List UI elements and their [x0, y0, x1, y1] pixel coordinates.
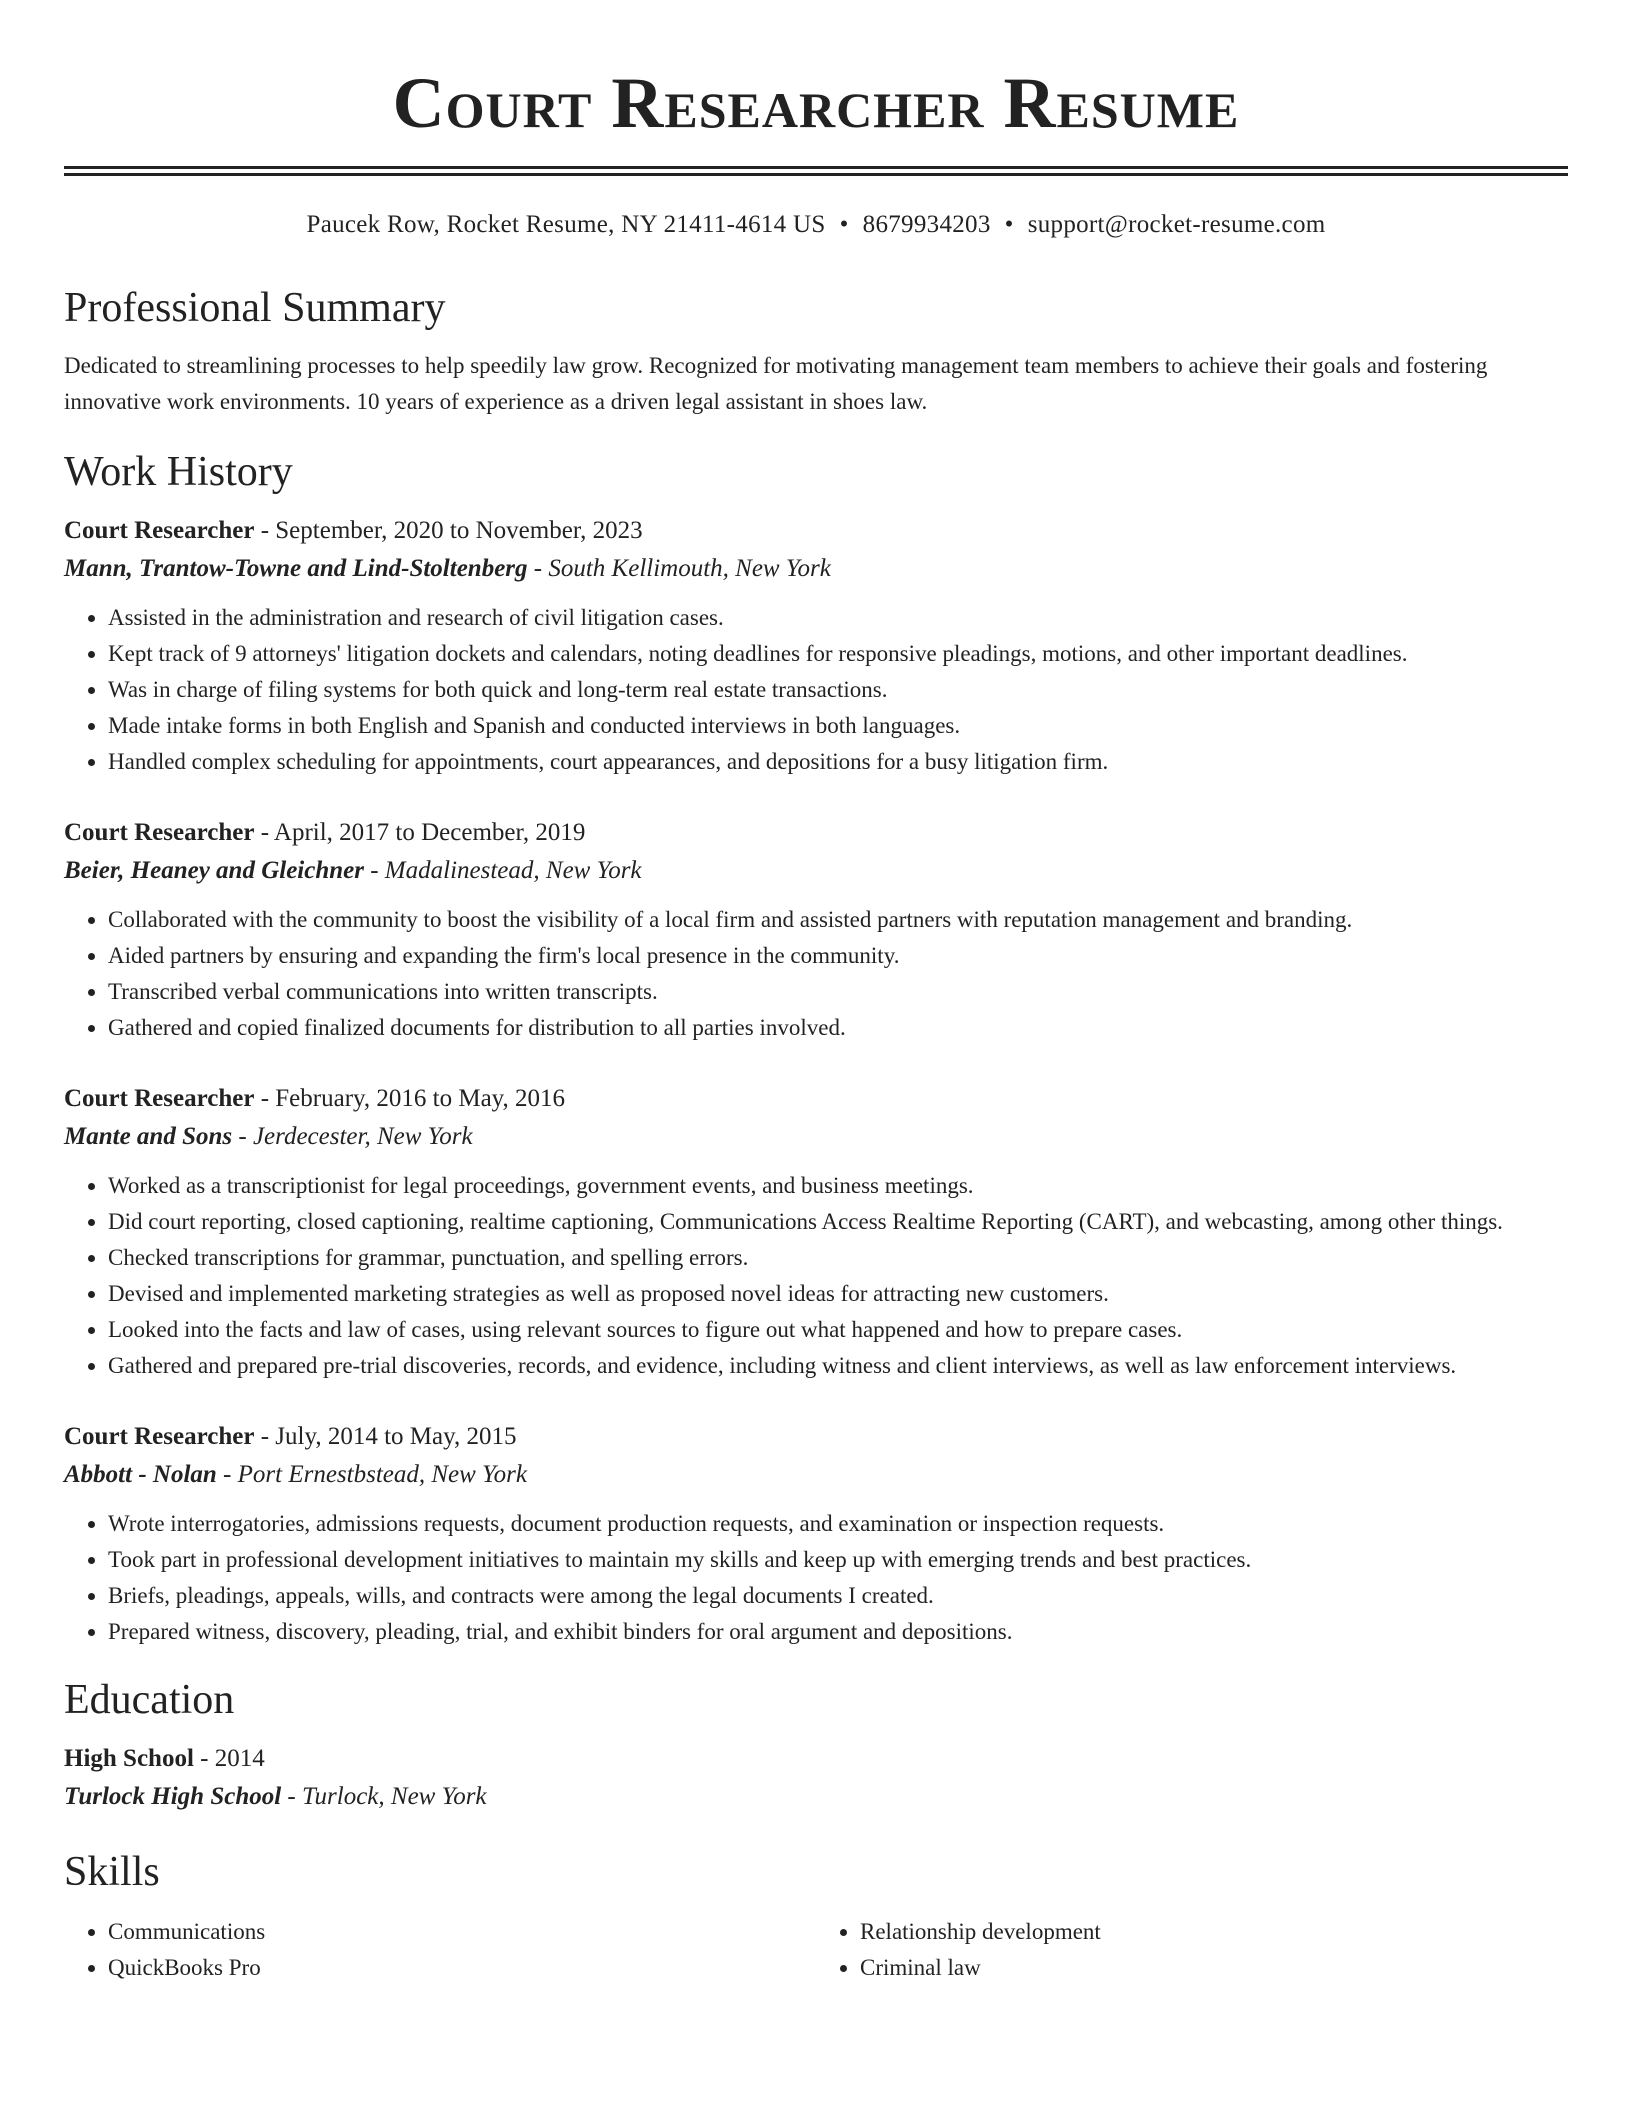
- job-bullet: • Gathered and prepared pre-trial discoveries, records, and evidence, including witness and client interviews, as well as law enforcement interviews.: [108, 1348, 1568, 1384]
- job-bullet: • Assisted in the administration and research of civil litigation cases.: [108, 600, 1568, 636]
- job-company: Abbott - Nolan: [64, 1461, 217, 1488]
- skills-right-column: [816, 1914, 1568, 1986]
- education-degree: High School: [64, 1745, 194, 1772]
- job-entry: [64, 512, 1568, 780]
- job-bullet: • Looked into the facts and law of cases, using relevant sources to figure out what happened and how to prepare cases.: [108, 1312, 1568, 1348]
- summary-text: Dedicated to streamlining processes to help speedily law grow. Recognized for motivating management team members to achieve their goals and fostering innovative work environments. 10 years of experience as a driven legal assistant in shoes law.: [64, 353, 1488, 414]
- job-role: Court Researcher: [64, 819, 255, 846]
- job-bullets: [64, 902, 1568, 1046]
- contact-email: support@rocket-resume.com: [1027, 211, 1326, 238]
- skills-heading: Skills: [64, 1849, 160, 1895]
- job-title-line: [64, 512, 1568, 550]
- job-role: Court Researcher: [64, 1085, 255, 1112]
- job-company-line: [64, 1118, 1568, 1156]
- job-location: - South Kellimouth, New York: [527, 555, 831, 582]
- job-role: Court Researcher: [64, 517, 255, 544]
- job-company-line: [64, 550, 1568, 588]
- job-bullet: • Devised and implemented marketing strategies as well as proposed novel ideas for attracting new customers.: [108, 1276, 1568, 1312]
- job-bullet: • Made intake forms in both English and Spanish and conducted interviews in both languages.: [108, 708, 1568, 744]
- skills-left-column: [64, 1914, 816, 1986]
- job-dates: - September, 2020 to November, 2023: [254, 517, 643, 544]
- skill-item: • QuickBooks Pro: [108, 1950, 816, 1986]
- job-bullet: • Took part in professional development initiatives to maintain my skills and keep up with emerging trends and best practices.: [108, 1542, 1568, 1578]
- job-entry: [64, 1080, 1568, 1384]
- job-bullet: • Transcribed verbal communications into written transcripts.: [108, 974, 1568, 1010]
- education-entry: [64, 1740, 1568, 1816]
- job-role: Court Researcher: [64, 1423, 255, 1450]
- education-year: - 2014: [193, 1745, 265, 1772]
- work-history-heading: Work History: [64, 449, 293, 495]
- job-company-line: [64, 1456, 1568, 1494]
- education-heading: Education: [64, 1677, 235, 1723]
- job-title-line: [64, 1080, 1568, 1118]
- title-double-rule: [64, 166, 1568, 176]
- skills-columns: [64, 1914, 1568, 1986]
- job-location: - Port Ernestbstead, New York: [216, 1461, 527, 1488]
- job-bullet: • Wrote interrogatories, admissions requests, document production requests, and examination or inspection requests.: [108, 1506, 1568, 1542]
- education-location: - Turlock, New York: [281, 1783, 487, 1810]
- job-bullet: • Aided partners by ensuring and expanding the firm's local presence in the community.: [108, 938, 1568, 974]
- job-bullets: [64, 600, 1568, 780]
- job-location: - Madalinestead, New York: [363, 857, 642, 884]
- summary-heading: Professional Summary: [64, 285, 446, 331]
- job-bullet: • Briefs, pleadings, appeals, wills, and contracts were among the legal documents I created.: [108, 1578, 1568, 1614]
- job-bullet: • Was in charge of filing systems for both quick and long-term real estate transactions.: [108, 672, 1568, 708]
- job-entry: [64, 1418, 1568, 1650]
- job-dates: - July, 2014 to May, 2015: [254, 1423, 517, 1450]
- job-dates: - April, 2017 to December, 2019: [254, 819, 586, 846]
- job-bullet: • Prepared witness, discovery, pleading, trial, and exhibit binders for oral argument and depositions.: [108, 1614, 1568, 1650]
- job-dates: - February, 2016 to May, 2016: [254, 1085, 566, 1112]
- education-school-line: [64, 1778, 1568, 1816]
- job-title-line: [64, 1418, 1568, 1456]
- contact-separator: •: [839, 211, 849, 238]
- skill-item: • Relationship development: [860, 1914, 1568, 1950]
- job-company-line: [64, 852, 1568, 890]
- job-bullets: [64, 1506, 1568, 1650]
- contact-separator: •: [1004, 211, 1014, 238]
- education-degree-line: [64, 1740, 1568, 1778]
- job-entry: [64, 814, 1568, 1046]
- contact-line: [64, 208, 1568, 242]
- job-bullet: • Collaborated with the community to boost the visibility of a local firm and assisted partners with reputation management and branding.: [108, 902, 1568, 938]
- contact-phone: 8679934203: [862, 211, 991, 238]
- job-bullets: [64, 1168, 1568, 1384]
- skill-item: • Criminal law: [860, 1950, 1568, 1986]
- job-company: Mann, Trantow-Towne and Lind-Stoltenberg: [64, 555, 528, 582]
- job-bullet: • Gathered and copied finalized documents for distribution to all parties involved.: [108, 1010, 1568, 1046]
- job-bullet: • Checked transcriptions for grammar, punctuation, and spelling errors.: [108, 1240, 1568, 1276]
- job-title-line: [64, 814, 1568, 852]
- job-bullet: • Kept track of 9 attorneys' litigation dockets and calendars, noting deadlines for responsive pleadings, motions, and other important deadlines.: [108, 636, 1568, 672]
- contact-address: Paucek Row, Rocket Resume, NY 21411-4614 US: [306, 211, 826, 238]
- job-bullet: • Handled complex scheduling for appointments, court appearances, and depositions for a busy litigation firm.: [108, 744, 1568, 780]
- resume-title: Court Researcher Resume: [392, 63, 1240, 143]
- job-location: - Jerdecester, New York: [232, 1123, 473, 1150]
- job-bullet: • Did court reporting, closed captioning, realtime captioning, Communications Access Realtime Reporting (CART), and webcasting, among other things.: [108, 1204, 1568, 1240]
- education-school: Turlock High School: [64, 1783, 282, 1810]
- job-company: Beier, Heaney and Gleichner: [64, 857, 364, 884]
- skill-item: • Communications: [108, 1914, 816, 1950]
- job-bullet: • Worked as a transcriptionist for legal proceedings, government events, and business meetings.: [108, 1168, 1568, 1204]
- job-company: Mante and Sons: [64, 1123, 233, 1150]
